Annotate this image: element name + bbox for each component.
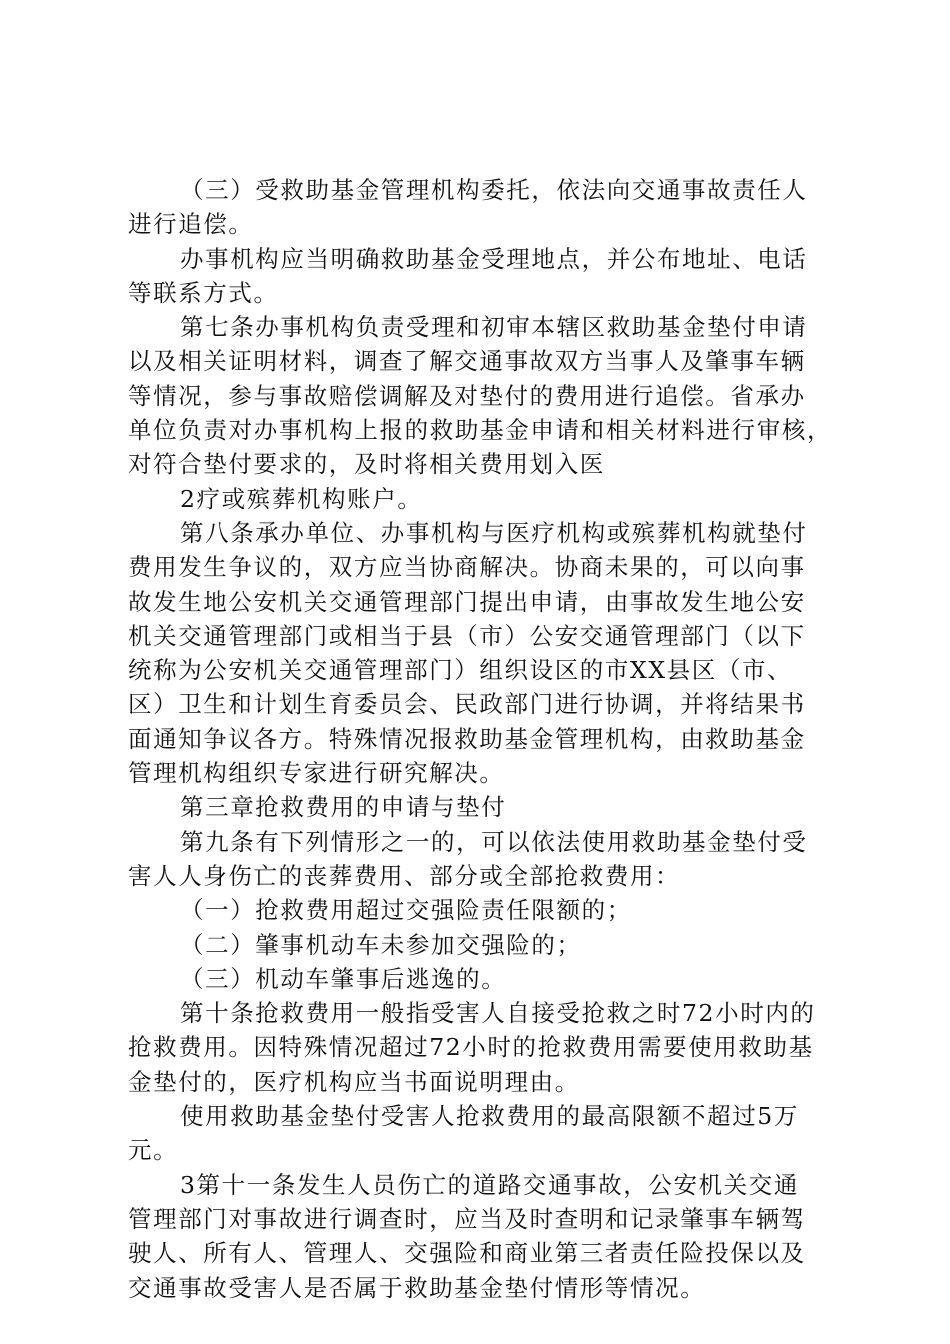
text-line: 单位负责对办事机构上报的救助基金申请和相关材料进行审核，	[128, 416, 831, 445]
text-line: 抢救费用。因特殊情况超过72小时的抢救费用需要使用救助基	[128, 1033, 814, 1062]
text-line: 驶人、所有人、管理人、交强险和商业第三者责任险投保以及	[128, 1239, 806, 1268]
text-line: 管理部门对事故进行调查时，应当及时查明和记录肇事车辆驾	[128, 1204, 806, 1233]
list-item: （一）抢救费用超过交强险责任限额的；	[180, 896, 632, 925]
text-line: 机关交通管理部门或相当于县（市）公安交通管理部门（以下	[128, 621, 806, 650]
text-line: 费用发生争议的，双方应当协商解决。协商未果的，可以向事	[128, 553, 806, 582]
text-line: 3第十一条发生人员伤亡的道路交通事故，公安机关交通	[180, 1170, 799, 1199]
text-line: 区）卫生和计划生育委员会、民政部门进行协调，并将结果书	[128, 690, 806, 719]
text-line: 第十条抢救费用一般指受害人自接受抢救之时72小时内的	[180, 999, 816, 1028]
list-item: （二）肇事机动车未参加交强险的；	[180, 930, 582, 959]
text-line: 元。	[128, 1136, 179, 1165]
text-line: 第九条有下列情形之一的，可以依法使用救助基金垫付受	[180, 827, 808, 856]
text-line: 统称为公安机关交通管理部门）组织设区的市XX县区（市、	[128, 656, 793, 685]
text-line: 故发生地公安机关交通管理部门提出申请，由事故发生地公安	[128, 587, 806, 616]
document-body	[128, 173, 831, 1305]
text-line: 第七条办事机构负责受理和初审本辖区救助基金垫付申请	[180, 313, 808, 342]
list-item: （三）机动车肇事后逃逸的。	[180, 964, 507, 993]
text-line: 进行追偿。	[128, 210, 254, 239]
text-line: （三）受救助基金管理机构委托，依法向交通事故责任人	[180, 176, 808, 204]
text-line: 对符合垫付要求的，及时将相关费用划入医	[128, 450, 605, 479]
text-line: 以及相关证明材料，调查了解交通事故双方当事人及肇事车辆	[128, 347, 806, 376]
text-line: 等情况，参与事故赔偿调解及对垫付的费用进行追偿。省承办	[128, 381, 806, 410]
text-line: 2疗或殡葬机构账户。	[180, 484, 423, 513]
text-line: 等联系方式。	[128, 278, 279, 307]
chapter-heading: 第三章抢救费用的申请与垫付	[180, 793, 507, 822]
text-line: 管理机构组织专家进行研究解决。	[128, 759, 505, 788]
text-line: 害人人身伤亡的丧葬费用、部分或全部抢救费用：	[128, 861, 681, 890]
text-line: 办事机构应当明确救助基金受理地点，并公布地址、电话	[180, 244, 808, 273]
text-line: 交通事故受害人是否属于救助基金垫付情形等情况。	[128, 1273, 706, 1302]
text-line: 面通知争议各方。特殊情况报救助基金管理机构，由救助基金	[128, 724, 806, 753]
text-line: 金垫付的，医疗机构应当书面说明理由。	[128, 1067, 580, 1096]
text-line: 第八条承办单位、办事机构与医疗机构或殡葬机构就垫付	[180, 518, 808, 547]
text-line: 使用救助基金垫付受害人抢救费用的最高限额不超过5万	[180, 1102, 799, 1131]
